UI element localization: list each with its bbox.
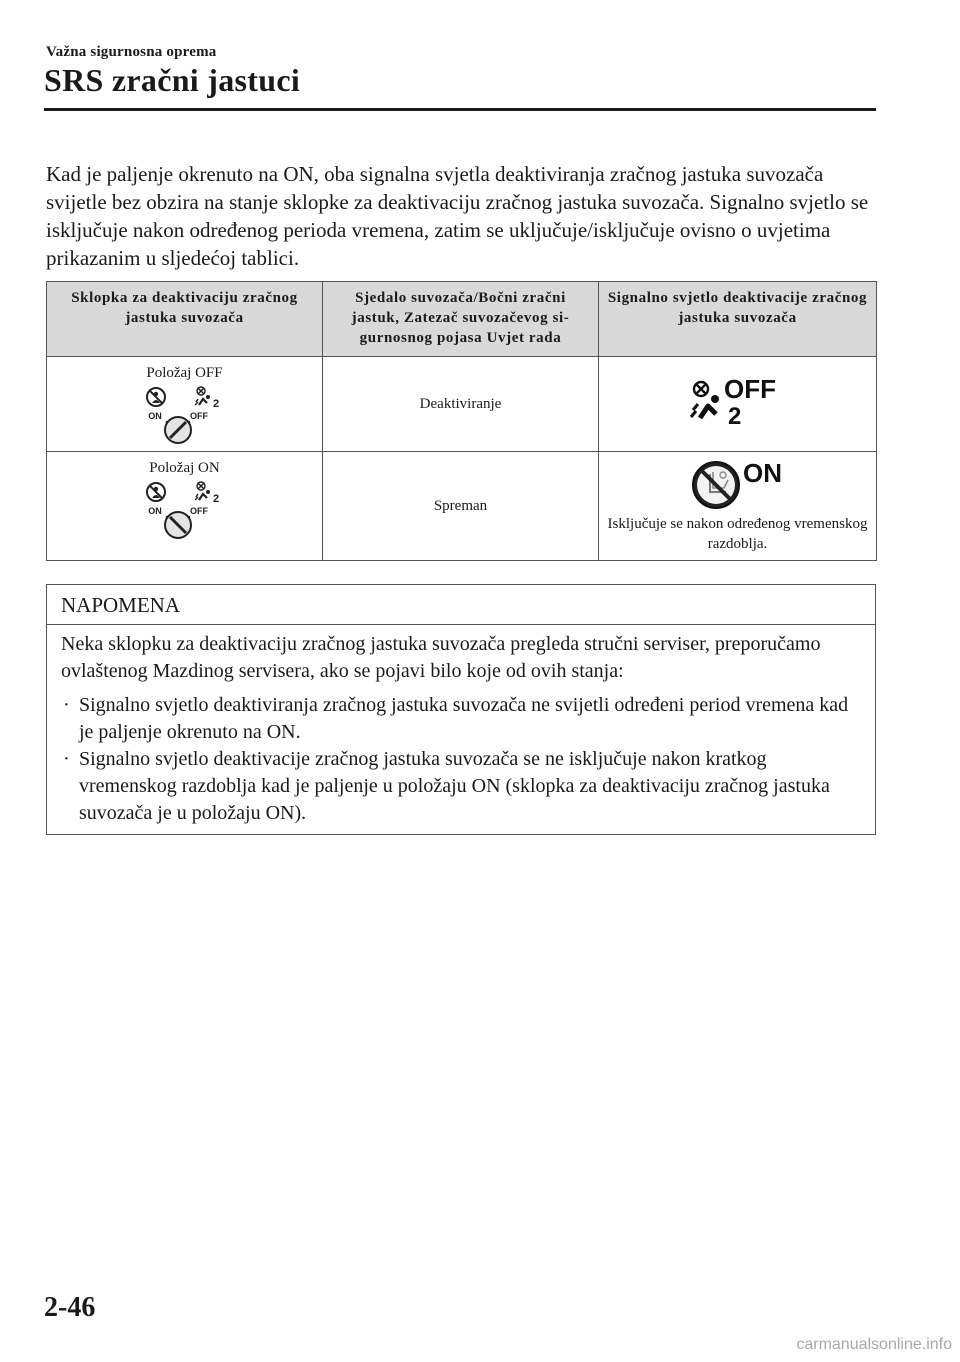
svg-text:2: 2 bbox=[212, 398, 219, 410]
list-item bbox=[61, 692, 861, 746]
switch-position-label: Položaj OFF bbox=[146, 365, 223, 381]
svg-text:ON: ON bbox=[147, 411, 162, 421]
note-title: NAPOMENA bbox=[47, 585, 875, 625]
note-body bbox=[47, 625, 875, 827]
svg-text:OFF: OFF bbox=[723, 374, 776, 404]
table-header-condition: Sjedalo suvozača/Bočni zračni jastuk, Zatezač suvozačevog si-gurnosnog pojasa Uvjet rada bbox=[323, 282, 599, 357]
table-header-row bbox=[47, 282, 877, 357]
note-box bbox=[46, 584, 876, 835]
list-item-text: Signalno svjetlo deaktivacije zračnog jastuka suvozača se ne isključuje nakon kratkog vremenskog razdoblja kad je paljenje u položaju ON (sklopka za deaktivaciju zračnog jastuka suvozača je u položaju ON). bbox=[79, 748, 830, 824]
indicator-note: Isključuje se nakon određenog vremenskog razdoblja. bbox=[607, 516, 868, 552]
svg-text:OFF: OFF bbox=[189, 506, 208, 516]
no-person-symbol-icon bbox=[147, 388, 165, 406]
table-header-switch: Sklopka za deaktivaciju zračnog jastuka suvozača bbox=[47, 282, 323, 357]
watermark: carmanualsonline.info bbox=[796, 1336, 952, 1353]
no-person-symbol-icon bbox=[147, 483, 165, 501]
bullet-icon: · bbox=[63, 748, 70, 770]
note-text: Neka sklopku za deaktivaciju zračnog jastuka suvozača pregleda stručni serviser, preporučamo ovlaštenog Mazdinog servisera, ako se pojavi bilo koje od ovih stanja: bbox=[61, 633, 821, 682]
switch-cell bbox=[47, 357, 323, 452]
bullet-icon: · bbox=[63, 694, 70, 716]
intro-paragraph: Kad je paljenje okrenuto na ON, oba signalna svjetla deaktiviranja zračnog jastuka suvozača svijetle bez obzira na stanje sklopke za deaktivaciju zračnog jastuka suvozača. Signalno svjetlo se isključuje nakon određenog perioda vremena, zatim se uključuje/isključuje ovisno o uvjetima prikazanim u sljedećoj tablici. bbox=[46, 162, 869, 270]
svg-text:2: 2 bbox=[727, 403, 741, 430]
switch-position-label: Položaj ON bbox=[149, 460, 220, 476]
deactivation-switch-icon bbox=[137, 478, 233, 540]
title-rule bbox=[44, 108, 876, 111]
indicator-cell bbox=[599, 452, 877, 561]
list-item-text: Signalno svjetlo deaktiviranja zračnog jastuka suvozača ne svijetli određeni period vremena kad je paljenje okrenuto na ON. bbox=[79, 694, 849, 743]
airbag-status-table bbox=[46, 281, 877, 561]
svg-text:ON: ON bbox=[147, 506, 162, 516]
page-number: 2-46 bbox=[44, 1292, 96, 1323]
deactivation-switch-icon bbox=[137, 383, 233, 445]
table-header-indicator: Signalno svjetlo deaktivacije zračnog jastuka suvozača bbox=[599, 282, 877, 357]
section-label: Važna sigurnosna oprema bbox=[46, 44, 217, 60]
page-title: SRS zračni jastuci bbox=[44, 62, 301, 98]
table-row bbox=[47, 357, 877, 452]
condition-cell: Spreman bbox=[323, 452, 599, 561]
airbag-off-symbol-icon bbox=[195, 482, 210, 500]
passenger-airbag-off-indicator-icon bbox=[688, 374, 788, 434]
note-list bbox=[61, 692, 861, 827]
key-slot-on-icon bbox=[165, 512, 191, 538]
svg-text:OFF: OFF bbox=[189, 411, 208, 421]
indicator-cell bbox=[599, 357, 877, 452]
passenger-airbag-on-indicator-icon bbox=[688, 458, 788, 512]
list-item bbox=[61, 746, 861, 827]
key-slot-off-icon bbox=[165, 417, 191, 443]
airbag-off-symbol-icon bbox=[195, 387, 210, 405]
switch-cell bbox=[47, 452, 323, 561]
svg-text:ON: ON bbox=[742, 458, 782, 488]
table-row bbox=[47, 452, 877, 561]
condition-cell: Deaktiviranje bbox=[323, 357, 599, 452]
svg-text:2: 2 bbox=[212, 493, 219, 505]
